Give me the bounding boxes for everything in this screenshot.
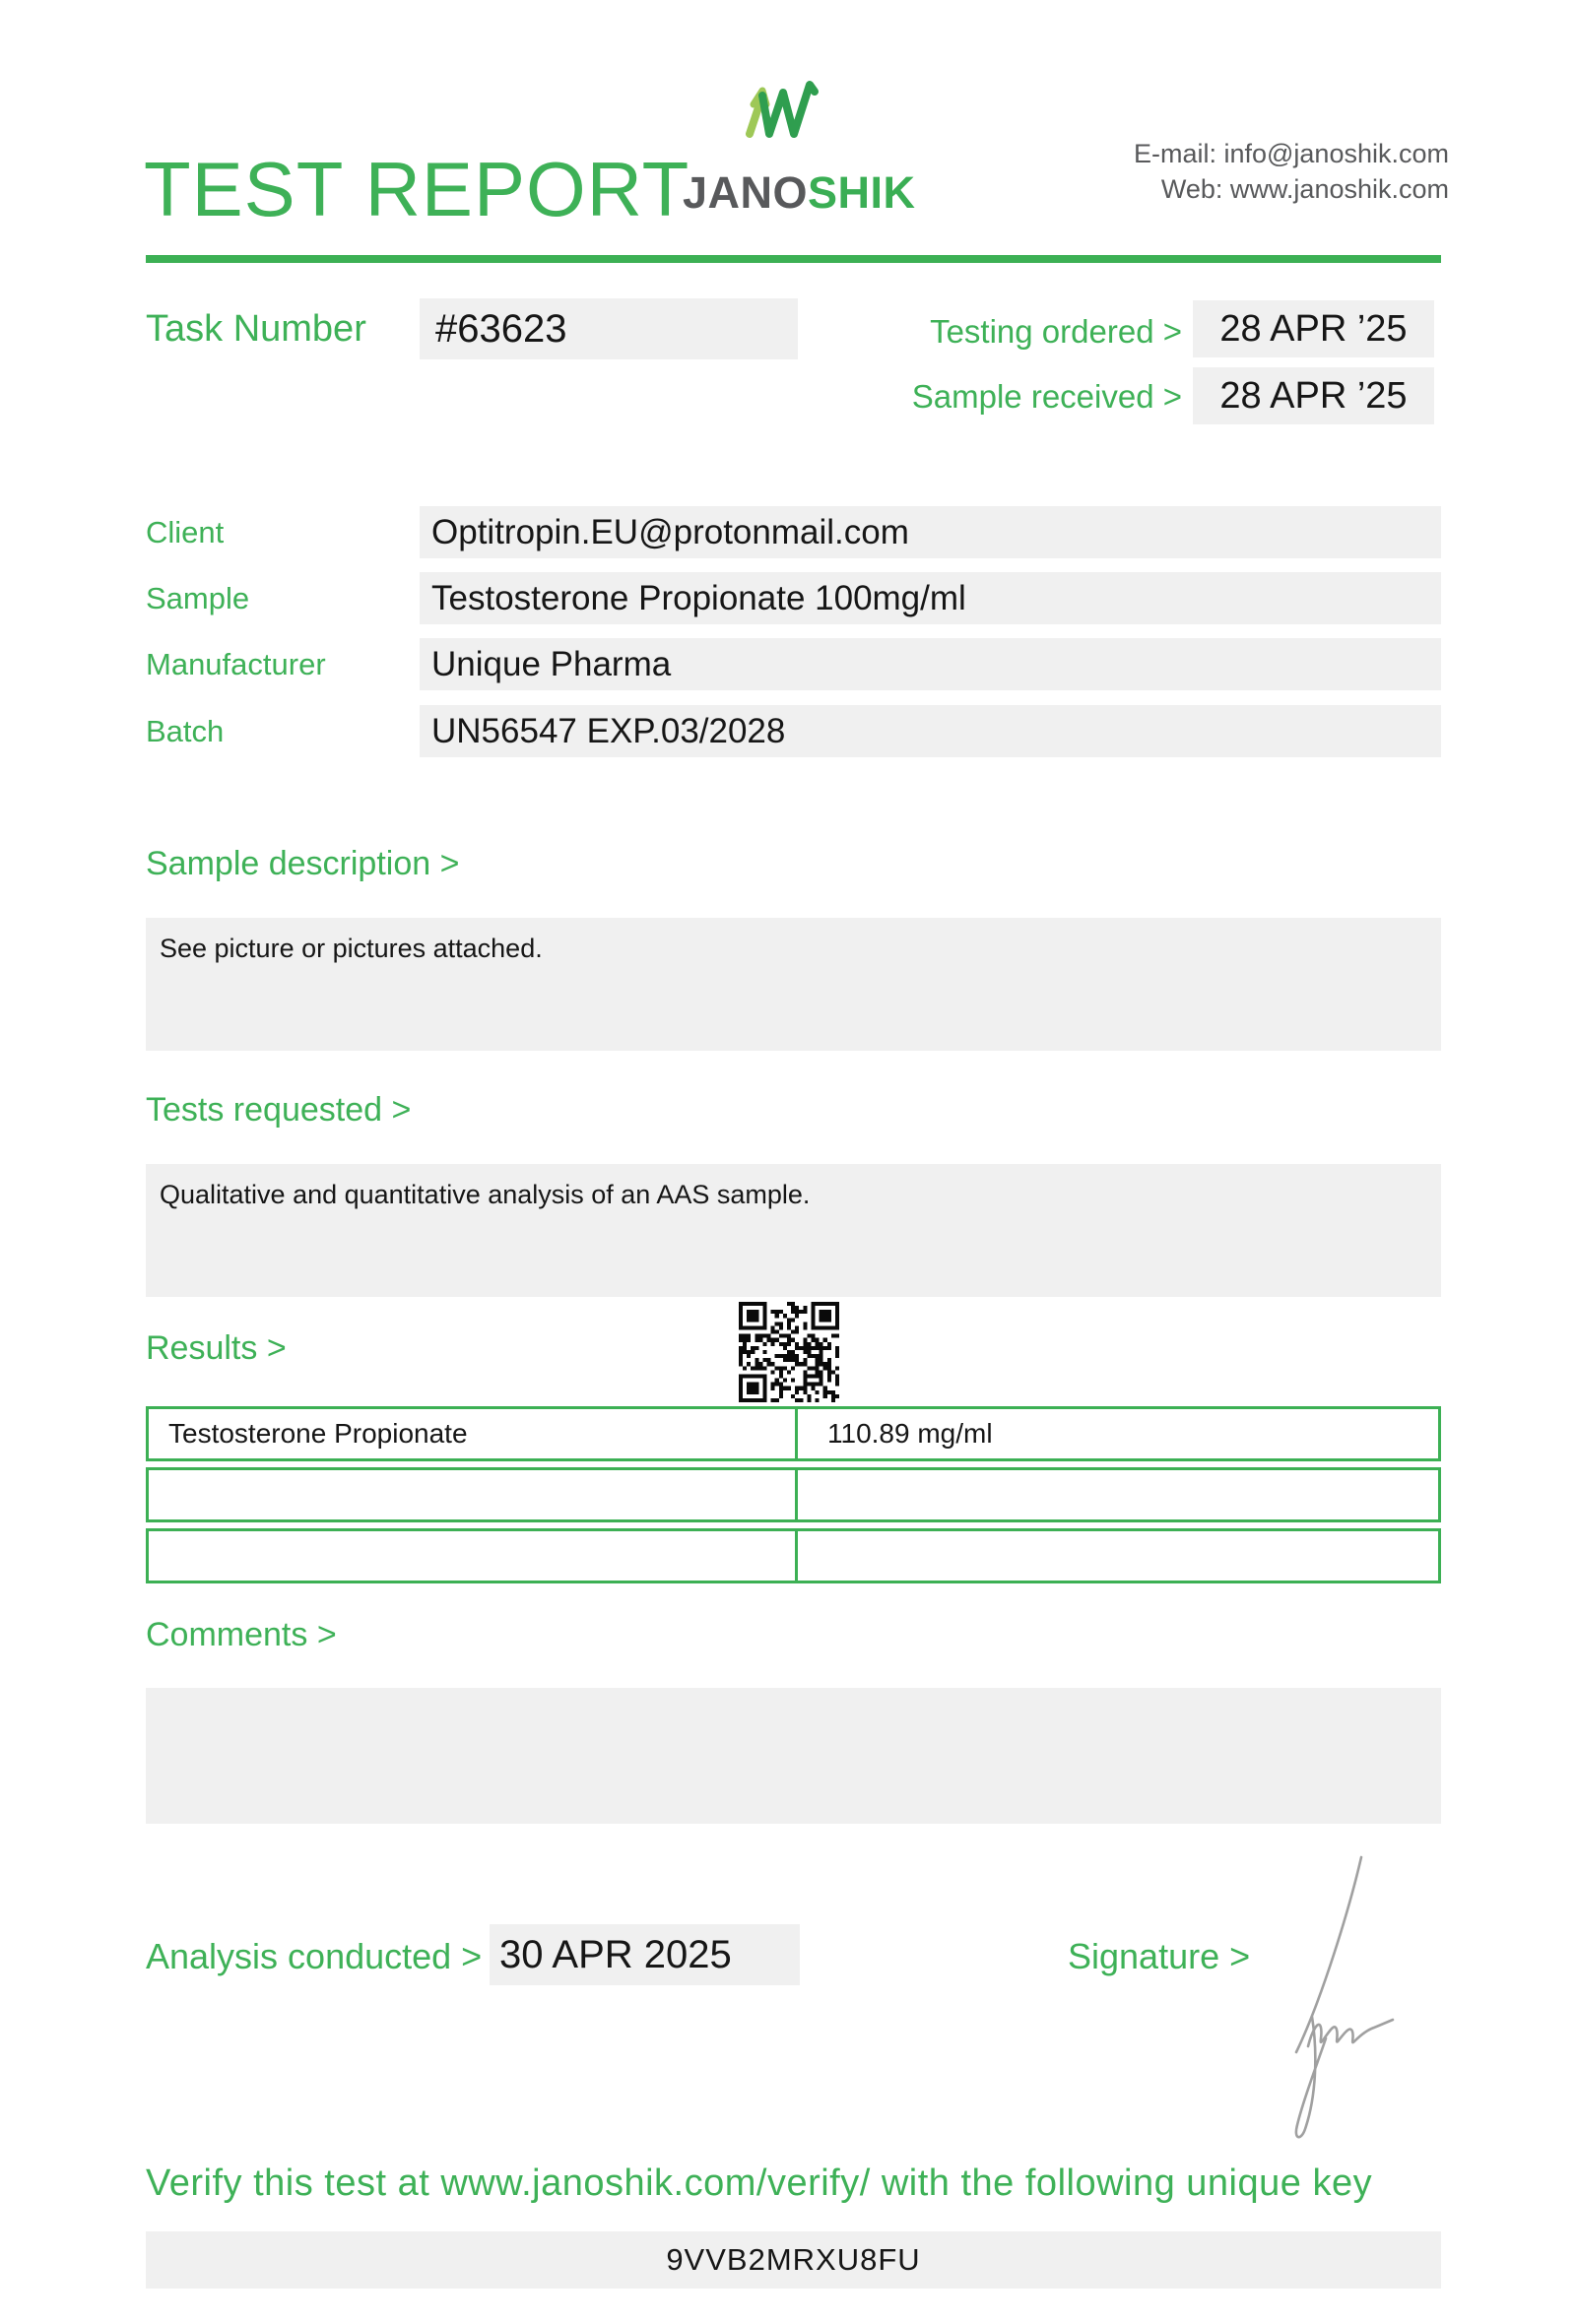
result-concentration <box>798 1531 1438 1581</box>
result-substance <box>149 1470 798 1519</box>
table-row <box>146 1467 1441 1522</box>
sample-description-heading: Sample description > <box>146 845 460 882</box>
table-row <box>146 1406 1441 1461</box>
verify-key: 9VVB2MRXU8FU <box>146 2231 1441 2289</box>
task-number-value: #63623 <box>420 298 798 359</box>
results-heading: Results > <box>146 1329 287 1367</box>
sample-label: Sample <box>146 581 250 615</box>
qr-code <box>739 1302 839 1402</box>
result-substance <box>149 1531 798 1581</box>
signature-label: Signature > <box>1068 1936 1251 1976</box>
result-concentration: 110.89 mg/ml <box>827 1418 993 1449</box>
contact-web: Web: www.janoshik.com <box>1160 174 1449 204</box>
janoshik-logo-icon <box>737 75 831 161</box>
sample-received-value: 28 APR ’25 <box>1193 367 1434 424</box>
table-row <box>146 1528 1441 1583</box>
janoshik-logo-text <box>683 167 916 219</box>
batch-label: Batch <box>146 714 225 748</box>
batch-value: UN56547 EXP.03/2028 <box>420 705 1441 757</box>
sample-description-text: See picture or pictures attached. <box>160 934 543 963</box>
page-title: TEST REPORT <box>144 146 690 232</box>
testing-ordered-label: Testing ordered > <box>930 313 1182 350</box>
contact-email: E-mail: info@janoshik.com <box>1133 139 1449 168</box>
header-divider <box>146 255 1441 263</box>
tests-requested-heading: Tests requested > <box>146 1091 412 1129</box>
manufacturer-label: Manufacturer <box>146 647 326 681</box>
comments-box <box>146 1688 1441 1824</box>
contact-info <box>1134 136 1449 207</box>
result-substance: Testosterone Propionate <box>149 1409 798 1458</box>
sample-description-box <box>146 918 1441 1051</box>
analysis-conducted-date: 30 APR 2025 <box>490 1924 800 1985</box>
results-table <box>146 1406 1441 1589</box>
tests-requested-text: Qualitative and quantitative analysis of an AAS sample. <box>160 1180 811 1209</box>
sample-value: Testosterone Propionate 100mg/ml <box>420 572 1441 624</box>
task-number-label: Task Number <box>146 308 366 350</box>
analysis-conducted-label: Analysis conducted > <box>146 1936 483 1976</box>
comments-heading: Comments > <box>146 1616 337 1653</box>
verify-instruction: Verify this test at www.janoshik.com/verify/ with the following unique key <box>146 2163 1373 2204</box>
logo-jano: JANO <box>683 167 809 218</box>
signature-scribble <box>1273 1851 1406 2147</box>
client-value: Optitropin.EU@protonmail.com <box>420 506 1441 558</box>
result-concentration <box>798 1470 1438 1519</box>
client-label: Client <box>146 515 225 549</box>
tests-requested-box <box>146 1164 1441 1297</box>
logo-shik: SHIK <box>808 167 916 218</box>
manufacturer-value: Unique Pharma <box>420 638 1441 690</box>
sample-received-label: Sample received > <box>911 378 1182 415</box>
testing-ordered-value: 28 APR ’25 <box>1193 300 1434 357</box>
